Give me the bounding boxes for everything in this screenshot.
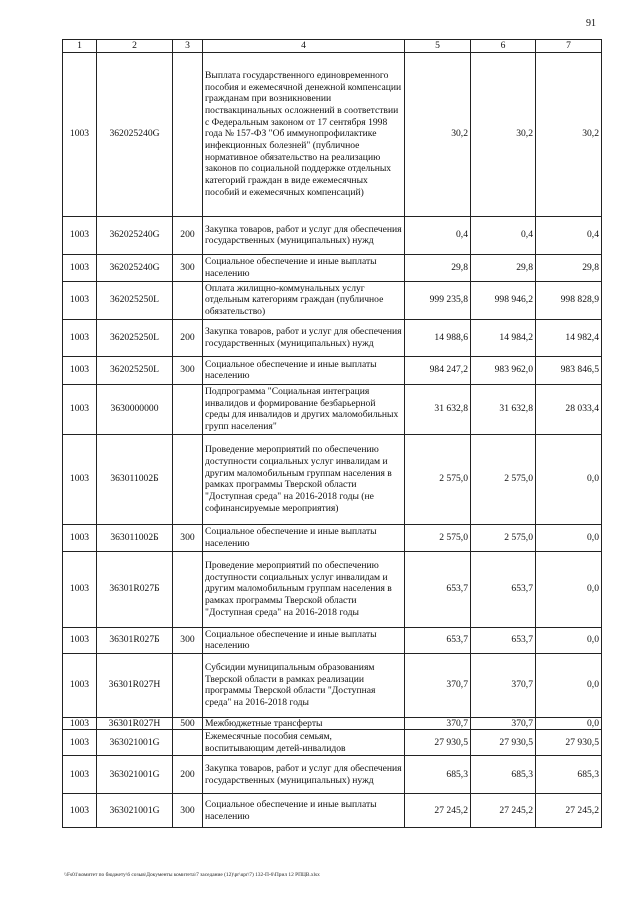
amount-3-cell: 14 982,4 — [536, 319, 602, 356]
code-section-cell: 1003 — [63, 281, 97, 319]
table-row — [63, 216, 602, 254]
code-section-cell: 1003 — [63, 524, 97, 551]
code-expense-type-cell: 500 — [173, 717, 203, 730]
code-expense-type-cell — [173, 52, 203, 216]
amount-3-cell: 29,8 — [536, 254, 602, 281]
amount-2-cell: 27 245,2 — [471, 794, 536, 828]
amount-2-cell: 998 946,2 — [471, 281, 536, 319]
amount-1-cell: 653,7 — [405, 627, 471, 653]
amount-2-cell: 653,7 — [471, 551, 536, 627]
amount-2-cell: 983 962,0 — [471, 356, 536, 384]
code-expense-type-cell: 200 — [173, 216, 203, 254]
code-section-cell: 1003 — [63, 356, 97, 384]
description-cell: Субсидии муниципальным образованиям Тверской области в рамках реализации программы Тверской области "Доступная среда" на 2016-2018 годы — [203, 653, 405, 717]
code-expense-type-cell — [173, 384, 203, 434]
amount-1-cell: 27 245,2 — [405, 794, 471, 828]
code-section-cell: 1003 — [63, 653, 97, 717]
amount-2-cell: 0,4 — [471, 216, 536, 254]
code-section-cell: 1003 — [63, 551, 97, 627]
code-expense-type-cell: 300 — [173, 254, 203, 281]
table-row — [63, 717, 602, 730]
table-row — [63, 551, 602, 627]
code-target-cell: 36301R027Б — [97, 627, 173, 653]
code-expense-type-cell: 300 — [173, 627, 203, 653]
amount-3-cell: 27 245,2 — [536, 794, 602, 828]
amount-1-cell: 27 930,5 — [405, 730, 471, 756]
code-target-cell: 36301R027Б — [97, 551, 173, 627]
header-col-3: 3 — [173, 40, 203, 53]
code-expense-type-cell — [173, 434, 203, 524]
amount-1-cell: 370,7 — [405, 717, 471, 730]
code-target-cell: 362025240G — [97, 216, 173, 254]
description-cell: Межбюджетные трансферты — [203, 717, 405, 730]
amount-1-cell: 653,7 — [405, 551, 471, 627]
code-target-cell: 362025250L — [97, 356, 173, 384]
description-cell: Ежемесячные пособия семьям, воспитывающим детей-инвалидов — [203, 730, 405, 756]
header-row — [63, 40, 602, 53]
code-target-cell: 3630000000 — [97, 384, 173, 434]
code-section-cell: 1003 — [63, 794, 97, 828]
description-cell: Социальное обеспечение и иные выплаты населению — [203, 794, 405, 828]
amount-1-cell: 984 247,2 — [405, 356, 471, 384]
code-section-cell: 1003 — [63, 717, 97, 730]
code-expense-type-cell — [173, 551, 203, 627]
amount-3-cell: 0,0 — [536, 551, 602, 627]
file-path-footer: \\Fs01\комитет по бюджету\6 созыв\Документы комитета\7 заседание (12)\pr\upr\7) 132-П-6\Прил 12 РПЦВ.xlsx — [64, 872, 320, 878]
amount-3-cell: 30,2 — [536, 52, 602, 216]
description-cell: Выплата государственного единовременного пособия и ежемесячной денежной компенсации гражданам при возникновении поствакцинальных осложнений в соответствии с Федеральным законом от 17 сентября 1998 года № 157-ФЗ "Об иммунопрофилактике инфекционных болезней" (публичное нормативное обязательство на реализацию законов по социальной поддержке отдельных категорий граждан в виде ежемесячных пособий и ежемесячных компенсаций) — [203, 52, 405, 216]
description-cell: Проведение мероприятий по обеспечению доступности социальных услуг инвалидам и другим маломобильным группам населения в рамках программы Тверской области "Доступная среда" на 2016-2018 годы (не софинансируемые мероприятия) — [203, 434, 405, 524]
amount-2-cell: 685,3 — [471, 756, 536, 794]
table-row — [63, 627, 602, 653]
code-target-cell: 362025250L — [97, 281, 173, 319]
code-target-cell: 362025250L — [97, 319, 173, 356]
table-row — [63, 434, 602, 524]
code-section-cell: 1003 — [63, 730, 97, 756]
code-expense-type-cell — [173, 653, 203, 717]
code-section-cell: 1003 — [63, 627, 97, 653]
amount-3-cell: 685,3 — [536, 756, 602, 794]
description-cell: Закупка товаров, работ и услуг для обеспечения государственных (муниципальных) нужд — [203, 319, 405, 356]
amount-3-cell: 983 846,5 — [536, 356, 602, 384]
table-row — [63, 52, 602, 216]
header-col-4: 4 — [203, 40, 405, 53]
amount-2-cell: 27 930,5 — [471, 730, 536, 756]
code-section-cell: 1003 — [63, 52, 97, 216]
code-section-cell: 1003 — [63, 216, 97, 254]
amount-2-cell: 30,2 — [471, 52, 536, 216]
amount-1-cell: 30,2 — [405, 52, 471, 216]
amount-1-cell: 685,3 — [405, 756, 471, 794]
amount-2-cell: 2 575,0 — [471, 434, 536, 524]
amount-1-cell: 0,4 — [405, 216, 471, 254]
description-cell: Социальное обеспечение и иные выплаты населению — [203, 524, 405, 551]
amount-3-cell: 27 930,5 — [536, 730, 602, 756]
code-target-cell: 363021001G — [97, 794, 173, 828]
table-row — [63, 730, 602, 756]
code-target-cell: 363021001G — [97, 730, 173, 756]
code-target-cell: 362025240G — [97, 52, 173, 216]
amount-3-cell: 28 033,4 — [536, 384, 602, 434]
code-target-cell: 363011002Б — [97, 524, 173, 551]
amount-3-cell: 0,4 — [536, 216, 602, 254]
code-target-cell: 363011002Б — [97, 434, 173, 524]
table-row — [63, 794, 602, 828]
amount-2-cell: 14 984,2 — [471, 319, 536, 356]
amount-1-cell: 370,7 — [405, 653, 471, 717]
header-col-6: 6 — [471, 40, 536, 53]
amount-3-cell: 0,0 — [536, 524, 602, 551]
code-expense-type-cell: 200 — [173, 756, 203, 794]
code-section-cell: 1003 — [63, 254, 97, 281]
description-cell: Социальное обеспечение и иные выплаты населению — [203, 356, 405, 384]
code-section-cell: 1003 — [63, 319, 97, 356]
amount-2-cell: 2 575,0 — [471, 524, 536, 551]
header-col-5: 5 — [405, 40, 471, 53]
code-expense-type-cell: 300 — [173, 794, 203, 828]
table-row — [63, 281, 602, 319]
amount-2-cell: 370,7 — [471, 653, 536, 717]
description-cell: Закупка товаров, работ и услуг для обеспечения государственных (муниципальных) нужд — [203, 216, 405, 254]
budget-table — [62, 39, 602, 828]
header-col-2: 2 — [97, 40, 173, 53]
code-section-cell: 1003 — [63, 756, 97, 794]
description-cell: Социальное обеспечение и иные выплаты населению — [203, 254, 405, 281]
table-row — [63, 384, 602, 434]
table-row — [63, 254, 602, 281]
code-target-cell: 362025240G — [97, 254, 173, 281]
description-cell: Проведение мероприятий по обеспечению доступности социальных услуг инвалидам и другим маломобильным группам населения в рамках программы Тверской области "Доступная среда" на 2016-2018 годы — [203, 551, 405, 627]
table-row — [63, 653, 602, 717]
code-target-cell: 36301R027Н — [97, 717, 173, 730]
amount-2-cell: 653,7 — [471, 627, 536, 653]
code-expense-type-cell — [173, 730, 203, 756]
description-cell: Оплата жилищно-коммунальных услуг отдельным категориям граждан (публичное обязательство) — [203, 281, 405, 319]
code-expense-type-cell: 200 — [173, 319, 203, 356]
header-col-7: 7 — [536, 40, 602, 53]
amount-3-cell: 998 828,9 — [536, 281, 602, 319]
amount-1-cell: 2 575,0 — [405, 524, 471, 551]
code-expense-type-cell: 300 — [173, 356, 203, 384]
amount-3-cell: 0,0 — [536, 653, 602, 717]
amount-2-cell: 31 632,8 — [471, 384, 536, 434]
table-body — [63, 52, 602, 828]
amount-2-cell: 370,7 — [471, 717, 536, 730]
amount-1-cell: 14 988,6 — [405, 319, 471, 356]
amount-3-cell: 0,0 — [536, 627, 602, 653]
amount-1-cell: 2 575,0 — [405, 434, 471, 524]
amount-3-cell: 0,0 — [536, 434, 602, 524]
amount-2-cell: 29,8 — [471, 254, 536, 281]
table-row — [63, 319, 602, 356]
table-row — [63, 356, 602, 384]
amount-3-cell: 0,0 — [536, 717, 602, 730]
amount-1-cell: 29,8 — [405, 254, 471, 281]
page-number: 91 — [586, 18, 596, 29]
code-target-cell: 363021001G — [97, 756, 173, 794]
header-col-1: 1 — [63, 40, 97, 53]
code-section-cell: 1003 — [63, 384, 97, 434]
description-cell: Закупка товаров, работ и услуг для обеспечения государственных (муниципальных) нужд — [203, 756, 405, 794]
table-row — [63, 756, 602, 794]
description-cell: Социальное обеспечение и иные выплаты населению — [203, 627, 405, 653]
code-target-cell: 36301R027Н — [97, 653, 173, 717]
table-row — [63, 524, 602, 551]
amount-1-cell: 31 632,8 — [405, 384, 471, 434]
code-expense-type-cell — [173, 281, 203, 319]
amount-1-cell: 999 235,8 — [405, 281, 471, 319]
description-cell: Подпрограмма "Социальная интеграция инвалидов и формирование безбарьерной среды для инвалидов и других маломобильных групп населения" — [203, 384, 405, 434]
code-expense-type-cell: 300 — [173, 524, 203, 551]
code-section-cell: 1003 — [63, 434, 97, 524]
